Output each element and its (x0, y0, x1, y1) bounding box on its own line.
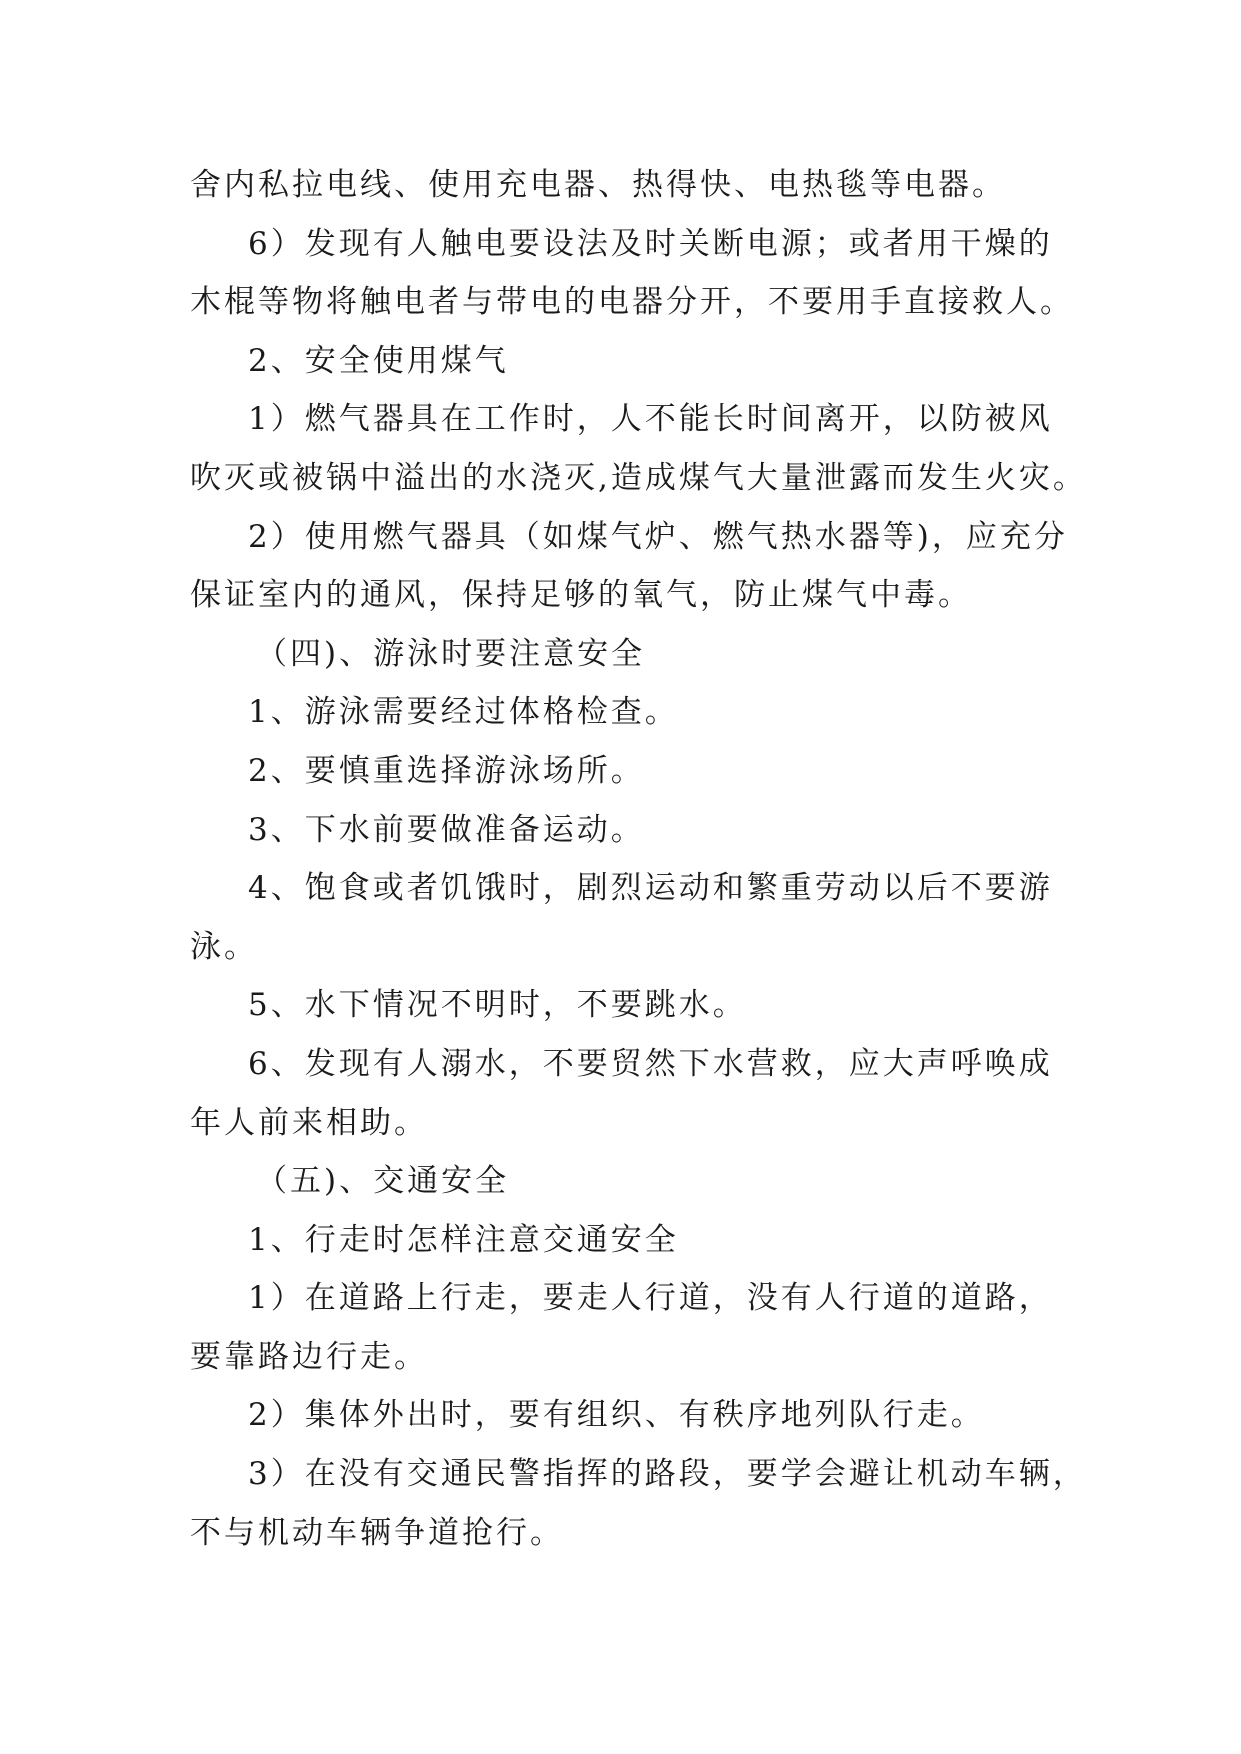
text-line: 5、水下情况不明时，不要跳水。 (248, 987, 747, 1024)
text-line: 3、下水前要做准备运动。 (248, 811, 645, 848)
text-line: 1）燃气器具在工作时，人不能长时间离开，以防被风 (248, 401, 1053, 438)
section-heading: （五)、交通安全 (256, 1163, 510, 1200)
document-body (190, 156, 1087, 1562)
text-line: 2、要慎重选择游泳场所。 (248, 752, 645, 789)
text-line: 不与机动车辆争道抢行。 (190, 1514, 564, 1551)
text-line: 4、饱食或者饥饿时，剧烈运动和繁重劳动以后不要游 (248, 870, 1053, 907)
text-line: 3）在没有交通民警指挥的路段，要学会避让机动车辆， (248, 1456, 1087, 1493)
text-line: 年人前来相助。 (190, 1104, 428, 1141)
section-heading: 1、行走时怎样注意交通安全 (248, 1221, 679, 1258)
section-heading: 2、安全使用煤气 (248, 342, 509, 379)
text-line: 6）发现有人触电要设法及时关断电源；或者用干燥的 (248, 225, 1053, 262)
text-line: 泳。 (190, 928, 258, 965)
text-line: 6、发现有人溺水，不要贸然下水营救，应大声呼唤成 (248, 1045, 1053, 1082)
text-line: 2）使用燃气器具（如煤气炉、燃气热水器等)，应充分 (248, 518, 1068, 555)
text-line: 1）在道路上行走，要走人行道，没有人行道的道路， (248, 1280, 1053, 1317)
text-line: 吹灭或被锅中溢出的水浇灭,造成煤气大量泄露而发生火灾。 (190, 459, 1087, 496)
text-line: 木棍等物将触电者与带电的电器分开，不要用手直接救人。 (190, 284, 1074, 321)
text-line: 1、游泳需要经过体格检查。 (248, 694, 679, 731)
section-heading: （四)、游泳时要注意安全 (256, 635, 646, 672)
text-line: 保证室内的通风，保持足够的氧气，防止煤气中毒。 (190, 577, 972, 614)
text-line: 舍内私拉电线、使用充电器、热得快、电热毯等电器。 (190, 167, 1006, 203)
text-line: 要靠路边行走。 (190, 1338, 428, 1375)
text-line: 2）集体外出时，要有组织、有秩序地列队行走。 (248, 1397, 985, 1434)
